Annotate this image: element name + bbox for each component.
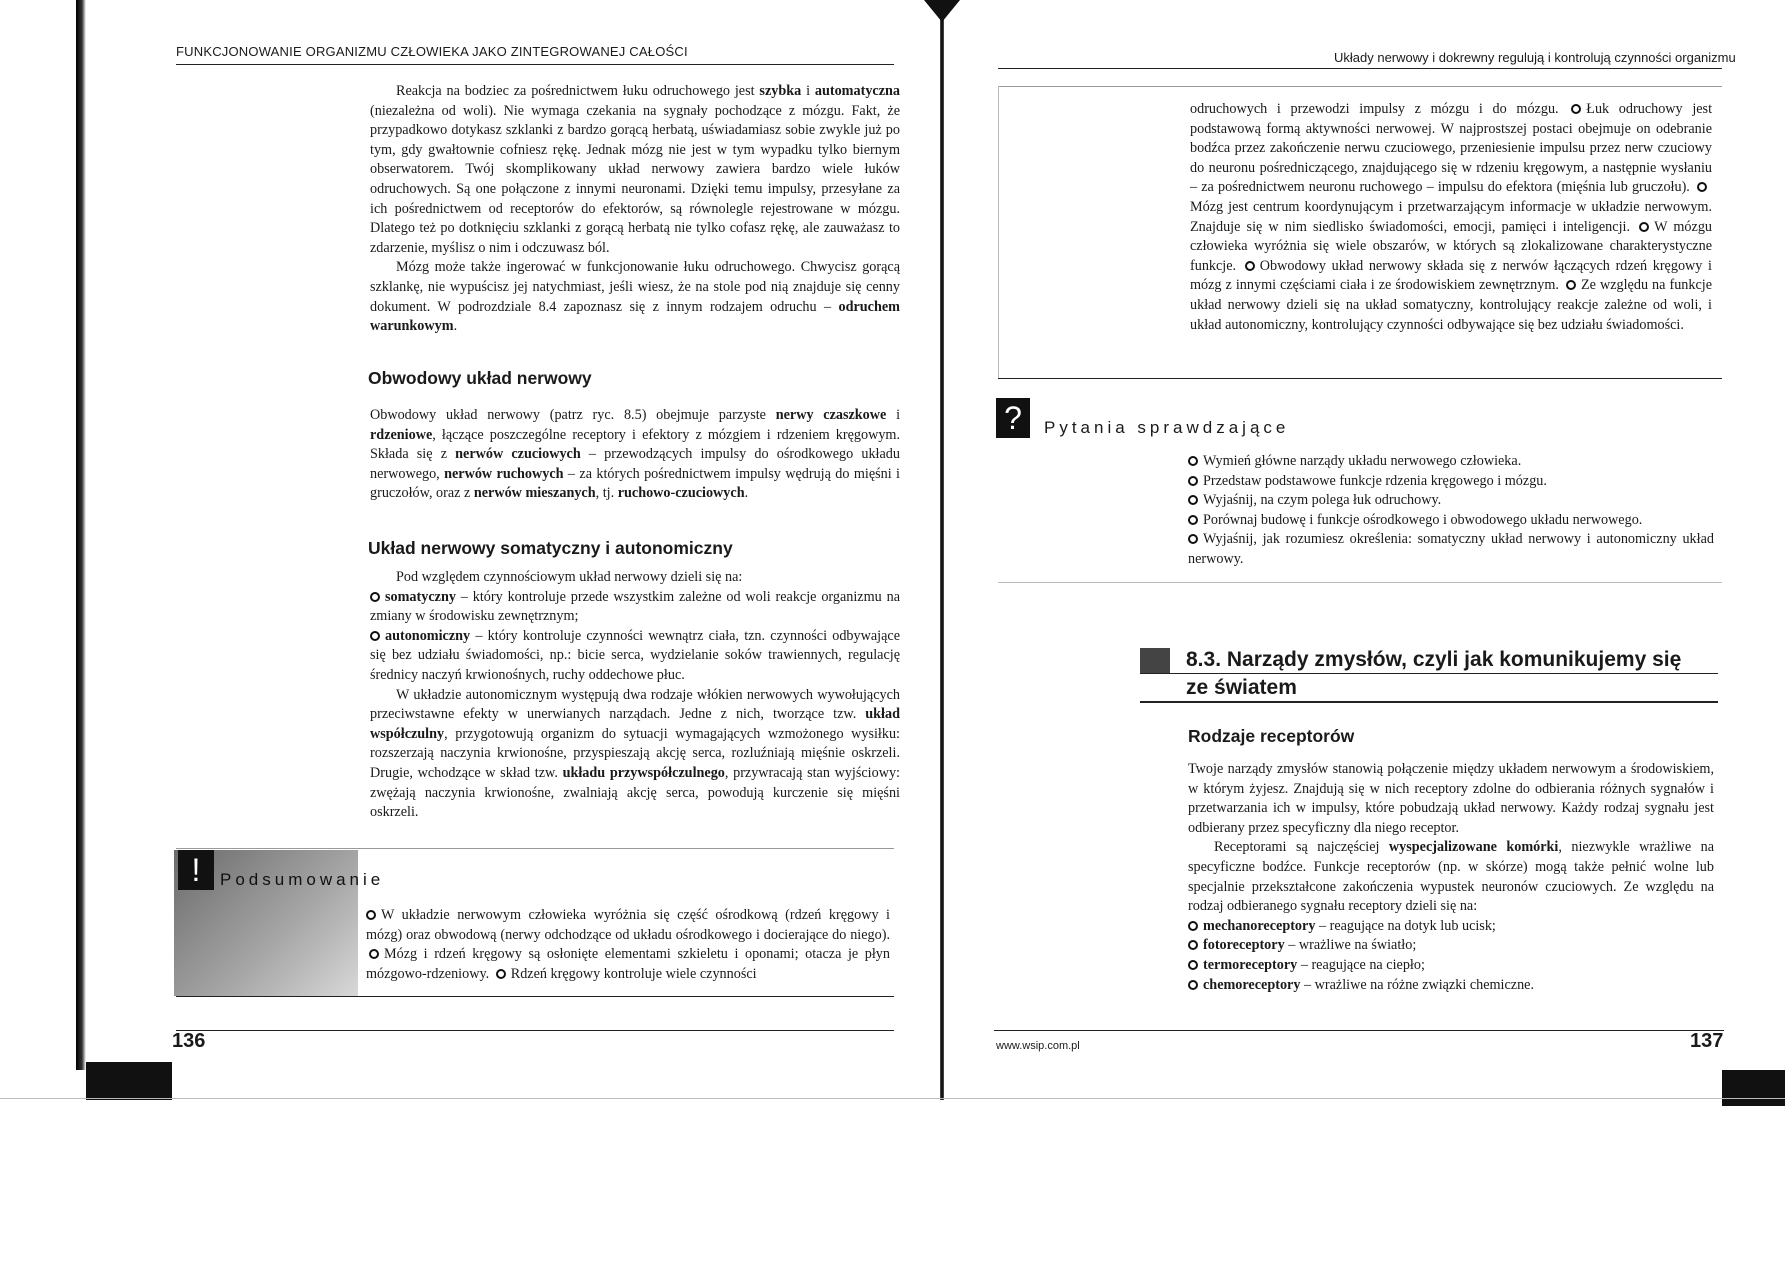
bullet-icon <box>1188 515 1198 525</box>
bullet-icon <box>1188 456 1198 466</box>
bullet-icon <box>1188 495 1198 505</box>
section-title-line-2: ze światem <box>1186 676 1297 699</box>
section-title-line-1: 8.3. Narządy zmysłów, czyli jak komunikujemy się <box>1186 648 1682 671</box>
left-head-rule <box>176 64 894 65</box>
left-running-head: FUNKCJONOWANIE ORGANIZMU CZŁOWIEKA JAKO ZINTEGROWANEJ CAŁOŚCI <box>176 44 688 59</box>
question-mark-icon: ? <box>996 398 1030 438</box>
section2-body <box>370 568 900 823</box>
bullet-icon <box>1188 940 1198 950</box>
left-thumb-tab <box>86 1062 172 1100</box>
questions-bottom-rule <box>998 582 1722 583</box>
intro-paragraph-2: Mózg może także ingerować w funkcjonowanie łuku odruchowego. Chwycisz gorącą szklankę, nie wypuścisz jej natychmiast, jeśli wiesz, że na stole pod nią znajduje się cenny dokument. W podrozdziale 8.4 zapoznasz się z innym rodzajem odruchu – odruchem warunkowym. <box>370 259 900 335</box>
summary-cont-left-rule <box>998 86 999 378</box>
questions-list <box>1188 452 1714 570</box>
autonomiczny-item: autonomiczny – który kontroluje czynności wewnątrz ciała, tzn. czynności odbywające się bez udziału świadomości, np.: bicie serca, wydzielanie soków trawiennych, regulację średnicy naczyń krwionośnych, ruchy oddechowe płuc. <box>370 627 900 683</box>
receptor-item: fotoreceptory – wrażliwe na światło; <box>1188 936 1714 956</box>
receptors-paragraph-1: Twoje narządy zmysłów stanowią połączenie między układem nerwowym a środowiskiem, w którym żyjesz. Znajdują się w nich receptory zdolne do odbierania różnych sygnałów i przetwarzania ich w impulsy, które pobudzają układ nerwowy. Każdy rodzaj sygnału jest odbierany przez specyficzny dla niego receptor. <box>1188 761 1714 836</box>
summary-cont-paragraph: odruchowych i przewodzi impulsy z mózgu i do mózgu. Łuk odruchowy jest podstawową formą aktywności nerwowej. W najprostszej postaci obejmuje on odebranie bodźca przez zakończenie nerwu czuciowego, przeniesienie impulsu przez nerw czuciowy do neuronu pośredniczącego, znajdującego się w rdzeniu kręgowym, a następnie wysłaniu – za pośrednictwem neuronu ruchowego – impulsu do efektora (mięśnia lub gruczołu). Mózg jest centrum koordynującym i przetwarzającym informacje w układzie nerwowym. Znajduje się w nim siedlisko świadomości, emocji, pamięci i inteligencji. W mózgu człowieka wyróżnia się wiele obszarów, w których są zlokalizowane charakterystyczne funkcje. Obwodowy układ nerwowy składa się z nerwów łączących rdzeń kręgowy i mózg z innymi częściami ciała i ze środowiskiem zewnętrznym. Ze względu na funkcje układ nerwowy dzieli się na układ somatyczny, kontrolujący reakcje zależne od woli, i układ autonomiczny, kontrolujący czynności odbywające się bez udziału świadomości. <box>1190 101 1713 333</box>
left-edge-shadow <box>76 0 86 1070</box>
bullet-icon <box>366 910 376 920</box>
bullet-icon <box>369 949 379 959</box>
bullet-icon <box>1188 921 1198 931</box>
somatyczny-item: somatyczny – który kontroluje przede wszystkim zależne od woli reakcje organizmu na zmiany w środowisku zewnętrznym; <box>370 588 900 625</box>
right-thumb-tab <box>1722 1070 1785 1106</box>
bullet-icon <box>1188 960 1198 970</box>
receptor-item: mechanoreceptory – reagujące na dotyk lub ucisk; <box>1188 917 1714 937</box>
section1-body <box>370 406 900 504</box>
center-spine <box>940 0 944 1100</box>
question-item: Przedstaw podstawowe funkcje rdzenia kręgowego i mózgu. <box>1188 472 1714 492</box>
section-8-3-body <box>1188 760 1714 995</box>
bullet-icon <box>1571 104 1581 114</box>
bullet-icon <box>1697 182 1707 192</box>
left-page-number: 136 <box>172 1030 206 1052</box>
bullet-icon <box>1188 980 1198 990</box>
footer-url: www.wsip.com.pl <box>996 1040 1080 1052</box>
question-item: Wyjaśnij, jak rozumiesz określenia: somatyczny układ nerwowy i autonomiczny układ nerwowy. <box>1188 531 1714 567</box>
receptor-item: termoreceptory – reagujące na ciepło; <box>1188 956 1714 976</box>
summary-cont-top-rule <box>998 86 1722 87</box>
question-item: Wymień główne narządy układu nerwowego człowieka. <box>1188 452 1714 472</box>
receptors-paragraph-2: Receptorami są najczęściej wyspecjalizowane komórki, niezwykle wrażliwe na specyficzne bodźce. Funkcje receptorów (np. w skórze) mogą także pełnić wolne lub specjalnie przekształcone zakończenia wypustek neuronów czuciowych. Ze względu na rodzaj odbieranego sygnału receptory dzieli się na: <box>1188 839 1714 915</box>
bullet-icon <box>370 592 380 602</box>
summary-cont-bottom-rule <box>998 378 1722 379</box>
summary-text <box>366 906 890 984</box>
spine-top-mark <box>924 0 960 22</box>
section-title-rule <box>1140 673 1718 674</box>
bottom-scan-line <box>0 1098 1785 1099</box>
section-8-3-title <box>1186 646 1681 702</box>
summary-title: Podsumowanie <box>220 870 385 889</box>
section-title-rule-2 <box>1140 701 1718 703</box>
summary-bottom-rule <box>176 996 894 997</box>
intro-paragraph-1: Reakcja na bodziec za pośrednictwem łuku odruchowego jest szybka i automatyczna (niezależna od woli). Nie wymaga czekania na sygnały pochodzące z mózgu. Fakt, że przypadkowo dotykasz szklanki z bardzo gorącą herbatą, uświadamiasz sobie zwykle już po tym, gdy gwałtownie cofniesz rękę. Jednak mózg nie jest w tym wypadku tylko biernym obserwatorem. Twój skomplikowany układ nerwowy zawiera bardzo wiele łuków odruchowych. Są one połączone z innymi neuronami. Dzięki temu impulsy, przesyłane za ich pośrednictwem od receptorów do efektorów, są równolegle rejestrowane w mózgu. Dlatego też po dotknięciu szklanki z gorącą herbatą nie tylko cofasz rękę, ale zauważasz to zdarzenie, myślisz o nim i odczuwasz ból. <box>370 83 900 256</box>
section-marker-square <box>1140 648 1170 674</box>
bullet-icon <box>1188 476 1198 486</box>
question-item: Porównaj budowę i funkcje ośrodkowego i obwodowego układu nerwowego. <box>1188 511 1714 531</box>
section2-paragraph-3: W układzie autonomicznym występują dwa rodzaje włókien nerwowych wywołujących przeciwstawne efekty w unerwianych narządach. Jedne z nich, tworzące tzw. układ współczulny, przygotowują organizm do sytuacji wymagających wzmożonego wysiłku: rozszerzają naczynia krwionośne, przyspieszają akcję serca, rozluźniają mięśnie oskrzeli. Drugie, wchodzące w skład tzw. układu przywspółczulnego, przywracają stan wyjściowy: zwężają naczynia krwionośne, zwalniają akcję serca, powodują kurczenie się mięśni oskrzeli. <box>370 686 900 821</box>
right-page-number: 137 <box>1690 1030 1724 1052</box>
heading-obwodowy: Obwodowy układ nerwowy <box>368 368 592 388</box>
bullet-icon <box>1566 280 1576 290</box>
heading-somatyczny: Układ nerwowy somatyczny i autonomiczny <box>368 538 733 558</box>
summary-top-rule <box>176 848 894 849</box>
summary-cont-text <box>1190 100 1712 335</box>
summary-exclamation-icon: ! <box>178 850 214 890</box>
right-head-rule <box>998 68 1722 69</box>
left-intro <box>370 82 900 337</box>
bullet-icon <box>1639 222 1649 232</box>
questions-title: Pytania sprawdzające <box>1044 418 1290 437</box>
heading-rodzaje-receptorow: Rodzaje receptorów <box>1188 726 1355 746</box>
summary-paragraph: W układzie nerwowym człowieka wyróżnia się część ośrodkową (rdzeń kręgowy i mózg) oraz obwodową (nerwy odchodzące od układu ośrodkowego i docierające do niego). Mózg i rdzeń kręgowy są osłonięte elementami szkieletu i oponami; otacza je płyn mózgowo-rdzeniowy. Rdzeń kręgowy kontroluje wiele czynności <box>366 907 890 982</box>
right-foot-rule <box>994 1030 1724 1031</box>
section2-intro: Pod względem czynnościowym układ nerwowy dzieli się na: <box>396 569 743 585</box>
bullet-icon <box>370 631 380 641</box>
receptor-item: chemoreceptory – wrażliwe na różne związki chemiczne. <box>1188 976 1714 996</box>
left-foot-rule <box>176 1030 894 1031</box>
bullet-icon <box>496 969 506 979</box>
section1-paragraph: Obwodowy układ nerwowy (patrz ryc. 8.5) obejmuje parzyste nerwy czaszkowe i rdzeniowe, łączące poszczególne receptory i efektory z mózgiem i rdzeniem kręgowym. Składa się z nerwów czuciowych – przewodzących impulsy do ośrodkowego układu nerwowego, nerwów ruchowych – za których pośrednictwem impulsy wędrują do mięśni i gruczołów, oraz z nerwów mieszanych, tj. ruchowo-czuciowych. <box>370 407 901 502</box>
bullet-icon <box>1188 534 1198 544</box>
question-item: Wyjaśnij, na czym polega łuk odruchowy. <box>1188 491 1714 511</box>
right-running-head: Układy nerwowy i dokrewny regulują i kontrolują czynności organizmu <box>1334 50 1736 65</box>
bullet-icon <box>1245 261 1255 271</box>
